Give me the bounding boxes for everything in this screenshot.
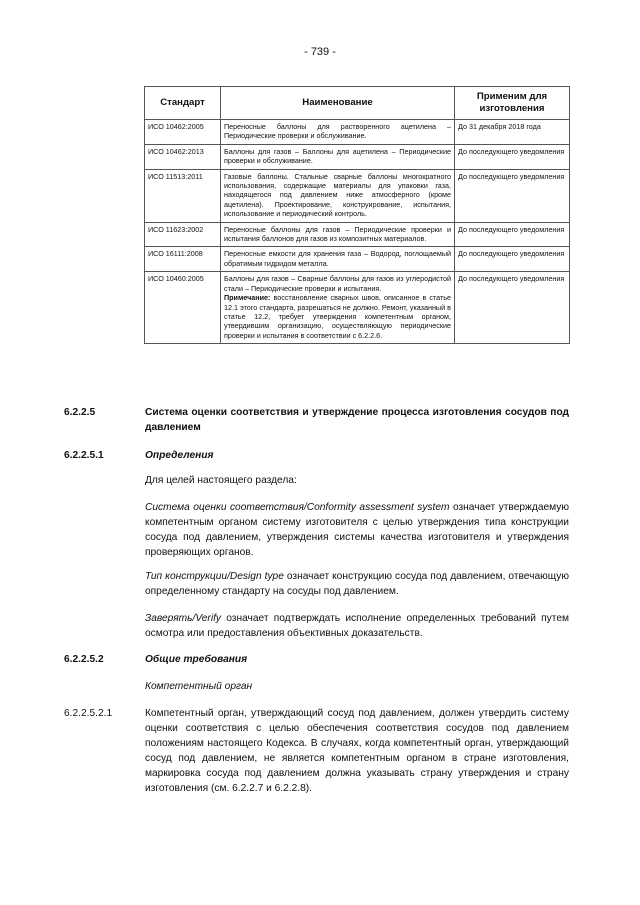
cell-standard: ИСО 11513:2011 bbox=[145, 169, 221, 222]
cell-name: Переносные емкости для хранения газа – Водород, поглощаемый обратимым гидридом металла. bbox=[221, 247, 455, 272]
cell-applicable: До последующего уведомления bbox=[455, 169, 570, 222]
table-row bbox=[145, 144, 570, 169]
table-row bbox=[145, 247, 570, 272]
table-row bbox=[145, 120, 570, 145]
cell-name: Переносные баллоны для газов – Периодические проверки и испытания баллонов для газов из композитных материалов. bbox=[221, 222, 455, 247]
table-row bbox=[145, 222, 570, 247]
cell-standard: ИСО 16111:2008 bbox=[145, 247, 221, 272]
cell-applicable: До последующего уведомления bbox=[455, 222, 570, 247]
subsection-number: 6.2.2.5.2 bbox=[64, 654, 104, 665]
definition-term: Заверять/Verify bbox=[145, 613, 222, 624]
header-name: Наименование bbox=[221, 87, 455, 120]
table-row bbox=[145, 272, 570, 344]
cell-applicable: До последующего уведомления bbox=[455, 247, 570, 272]
subsection-title: Определения bbox=[145, 450, 214, 461]
definition-paragraph bbox=[145, 500, 569, 560]
header-applicable: Применим для изготовления bbox=[455, 87, 570, 120]
cell-applicable: До последующего уведомления bbox=[455, 272, 570, 344]
note-text: восстановление сварных швов, описанное в статье 12.1 этого стандарта, разрешаться не должно. Ремонт, указанный в статье 12.2, требует утверждения компетентным органом, утвердившим организацию, осуществляющую периодические проверки и испытания в соответствии с 6.2.2.6. bbox=[224, 293, 451, 340]
table-row bbox=[145, 169, 570, 222]
cell-applicable: До последующего уведомления bbox=[455, 144, 570, 169]
definition-term: Система оценки соответствия/Conformity assessment system bbox=[145, 502, 450, 513]
subsection-title: Общие требования bbox=[145, 654, 248, 665]
cell-standard: ИСО 10462:2005 bbox=[145, 120, 221, 145]
note-label: Примечание: bbox=[224, 293, 271, 303]
table-header-row bbox=[145, 87, 570, 120]
cell-name: Баллоны для газов – Баллоны для ацетилена – Периодические проверки и обслуживание. bbox=[221, 144, 455, 169]
subheading: Компетентный орган bbox=[145, 681, 253, 692]
cell-name: Баллоны для газов – Сварные баллоны для газов из углеродистой стали – Периодические проверки и испытания. bbox=[224, 274, 451, 293]
cell-name-with-note bbox=[221, 272, 455, 344]
cell-standard: ИСО 11623:2002 bbox=[145, 222, 221, 247]
cell-name: Переносные баллоны для растворенного ацетилена – Периодические проверки и обслуживание. bbox=[221, 120, 455, 145]
paragraph-number: 6.2.2.5.2.1 bbox=[64, 708, 113, 719]
subsection-number: 6.2.2.5.1 bbox=[64, 450, 104, 461]
section-number: 6.2.2.5 bbox=[64, 407, 96, 418]
table-note bbox=[224, 293, 451, 340]
header-standard: Стандарт bbox=[145, 87, 221, 120]
definition-paragraph bbox=[145, 611, 569, 641]
definition-paragraph bbox=[145, 569, 569, 599]
intro-paragraph: Для целей настоящего раздела: bbox=[145, 475, 297, 486]
definition-term: Тип конструкции/Design type bbox=[145, 571, 284, 582]
cell-applicable: До 31 декабря 2018 года bbox=[455, 120, 570, 145]
section-title: Система оценки соответствия и утверждение процесса изготовления сосудов под давлением bbox=[145, 407, 569, 433]
body-paragraph: Компетентный орган, утверждающий сосуд под давлением, должен утвердить систему оценки соответствия с целью обеспечения соответствия сосудов под давлением положениям настоящего Кодекса. В случаях, когда компетентный орган, утверждающий сосуд под давлением, не является компетентным органом в стране изготовления, маркировка сосуда под давлением должна указывать страну утверждения и страну изготовления (см. 6.2.2.7 и 6.2.2.8). bbox=[145, 708, 569, 794]
cell-standard: ИСО 10460:2005 bbox=[145, 272, 221, 344]
definition-text: означает конструкцию сосуда под давлением, отвечающую определенному стандарту на сосуды под давлением. bbox=[145, 571, 569, 597]
cell-standard: ИСО 10462:2013 bbox=[145, 144, 221, 169]
page-number: - 739 - bbox=[304, 46, 336, 58]
definition-text: означает подтверждать исполнение определенных требований путем осмотра или предоставления объективных доказательств. bbox=[145, 613, 569, 639]
cell-name: Газовые баллоны. Стальные сварные баллоны многократного использования, содержащие материалы для упаковки газа, находящегося под давлением ниже атмосферного (кроме ацетилена). Проектирование, конструирование, испытания, использование и периодический контроль. bbox=[221, 169, 455, 222]
definition-text: означает утверждаемую компетентным органом систему изготовителя с целью утверждения типа конструкции сосуда под давлением, утверждения системы качества изготовителя и утверждения проверяющих органов. bbox=[145, 502, 569, 558]
standards-table bbox=[144, 86, 570, 344]
